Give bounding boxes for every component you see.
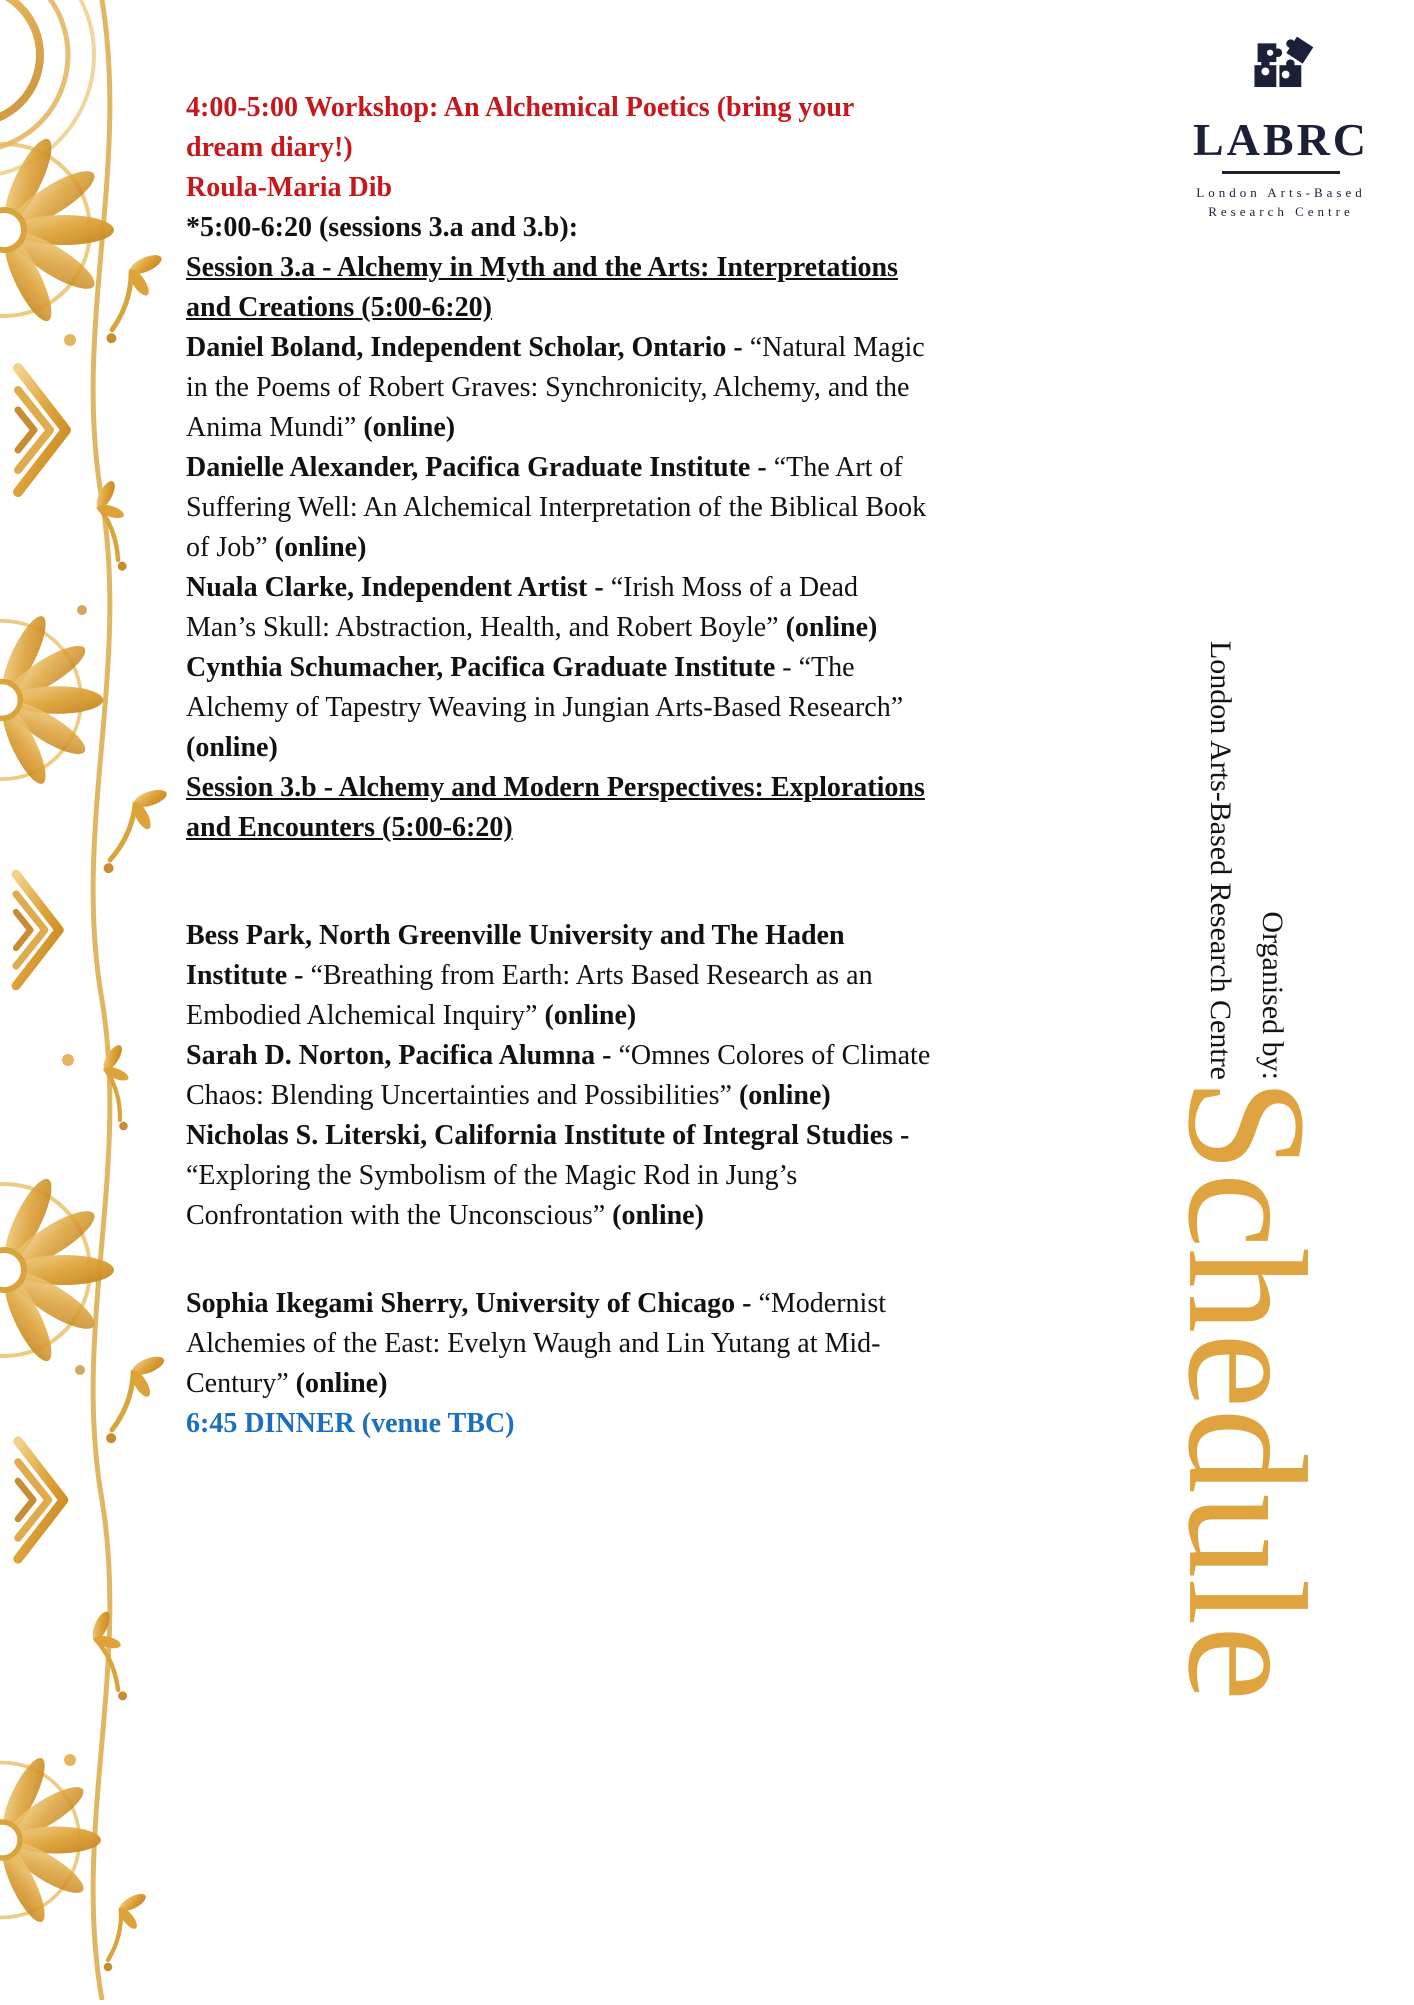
- organised-by-block: [1194, 540, 1298, 1080]
- talk-title: “Irish Moss of a Dead Man’s Skull: Abstraction, Health, and Robert Boyle”: [186, 572, 858, 643]
- talk-mode: (online): [785, 612, 878, 643]
- talk-mode: (online): [738, 1080, 831, 1111]
- logo-subtitle-line2: Research Centre: [1208, 204, 1354, 219]
- talk-sarah-norton: [186, 1036, 934, 1116]
- talk-title: “The Art of Suffering Well: An Alchemical Interpretation of the Biblical Book of Job”: [186, 452, 927, 563]
- workshop-heading-text: 4:00-5:00 Workshop: An Alchemical Poetics (bring your dream diary!): [186, 92, 854, 163]
- talk-speaker: Bess Park, North Greenville University and The Haden Institute -: [186, 920, 845, 991]
- talk-title: “Natural Magic in the Poems of Robert Graves: Synchronicity, Alchemy, and the Anima Mundi”: [186, 332, 925, 443]
- talk-speaker: Nuala Clarke, Independent Artist -: [186, 572, 604, 603]
- talk-title: - “The Alchemy of Tapestry Weaving in Jungian Arts-Based Research”: [186, 652, 904, 723]
- talk-daniel-boland: [186, 328, 934, 448]
- talk-mode: (online): [295, 1368, 388, 1399]
- talk-title: “Omnes Colores of Climate Chaos: Blending Uncertainties and Possibilities”: [186, 1040, 931, 1111]
- talk-mode: (online): [363, 412, 456, 443]
- talk-bess-park: [186, 916, 934, 1036]
- session-3a-title: Session 3.a - Alchemy in Myth and the Arts: Interpretations and Creations (5:00-6:20): [186, 252, 898, 323]
- talk-cynthia-schumacher: [186, 648, 934, 768]
- logo-subtitle-line1: London Arts-Based: [1196, 185, 1366, 200]
- gold-ornament-border: [0, 0, 178, 2000]
- talk-danielle-alexander: [186, 448, 934, 568]
- talk-title: “Breathing from Earth: Arts Based Research as an Embodied Alchemical Inquiry”: [186, 960, 873, 1031]
- logo-acronym: LABRC: [1192, 114, 1370, 165]
- dinner-line: 6:45 DINNER (venue TBC): [186, 1408, 515, 1439]
- talk-mode: (online): [612, 1200, 704, 1231]
- talk-speaker: Sarah D. Norton, Pacifica Alumna -: [186, 1040, 612, 1071]
- session-3b-title: Session 3.b - Alchemy and Modern Perspectives: Explorations and Encounters (5:00-6:20): [186, 772, 925, 843]
- talk-speaker: Sophia Ikegami Sherry, University of Chicago -: [186, 1288, 752, 1319]
- talk-title: “Exploring the Symbolism of the Magic Rod in Jung’s Confrontation with the Unconscious”: [186, 1160, 798, 1231]
- talk-mode: (online): [186, 732, 278, 763]
- mandala-pattern-icon: [0, 0, 178, 2000]
- talk-sophia-ikegami-sherry: [186, 1284, 934, 1404]
- organised-by-label: Organised by:: [1256, 911, 1289, 1080]
- workshop-facilitator: Roula-Maria Dib: [186, 172, 393, 203]
- talk-nicholas-literski: [186, 1116, 934, 1236]
- talk-title: “Modernist Alchemies of the East: Evelyn Waugh and Lin Yutang at Mid-Century”: [186, 1288, 886, 1399]
- talk-speaker: Cynthia Schumacher, Pacifica Graduate Institute: [186, 652, 776, 683]
- sessions-note: *5:00-6:20 (sessions 3.a and 3.b):: [186, 212, 579, 243]
- schedule-body: [186, 88, 934, 1444]
- talk-speaker: Daniel Boland, Independent Scholar, Ontario -: [186, 332, 743, 363]
- talk-nuala-clarke: [186, 568, 934, 648]
- right-sidebar-rotated: [1074, 0, 1414, 2000]
- organisation-name: London Arts-Based Research Centre: [1204, 640, 1237, 1080]
- talk-speaker: Nicholas S. Literski, California Institute of Integral Studies -: [186, 1120, 910, 1151]
- schedule-title: Schedule: [1153, 1078, 1341, 1702]
- talk-speaker: Danielle Alexander, Pacifica Graduate Institute -: [186, 452, 767, 483]
- talk-mode: (online): [274, 532, 367, 563]
- talk-mode: (online): [544, 1000, 637, 1031]
- workshop-heading: [186, 88, 934, 208]
